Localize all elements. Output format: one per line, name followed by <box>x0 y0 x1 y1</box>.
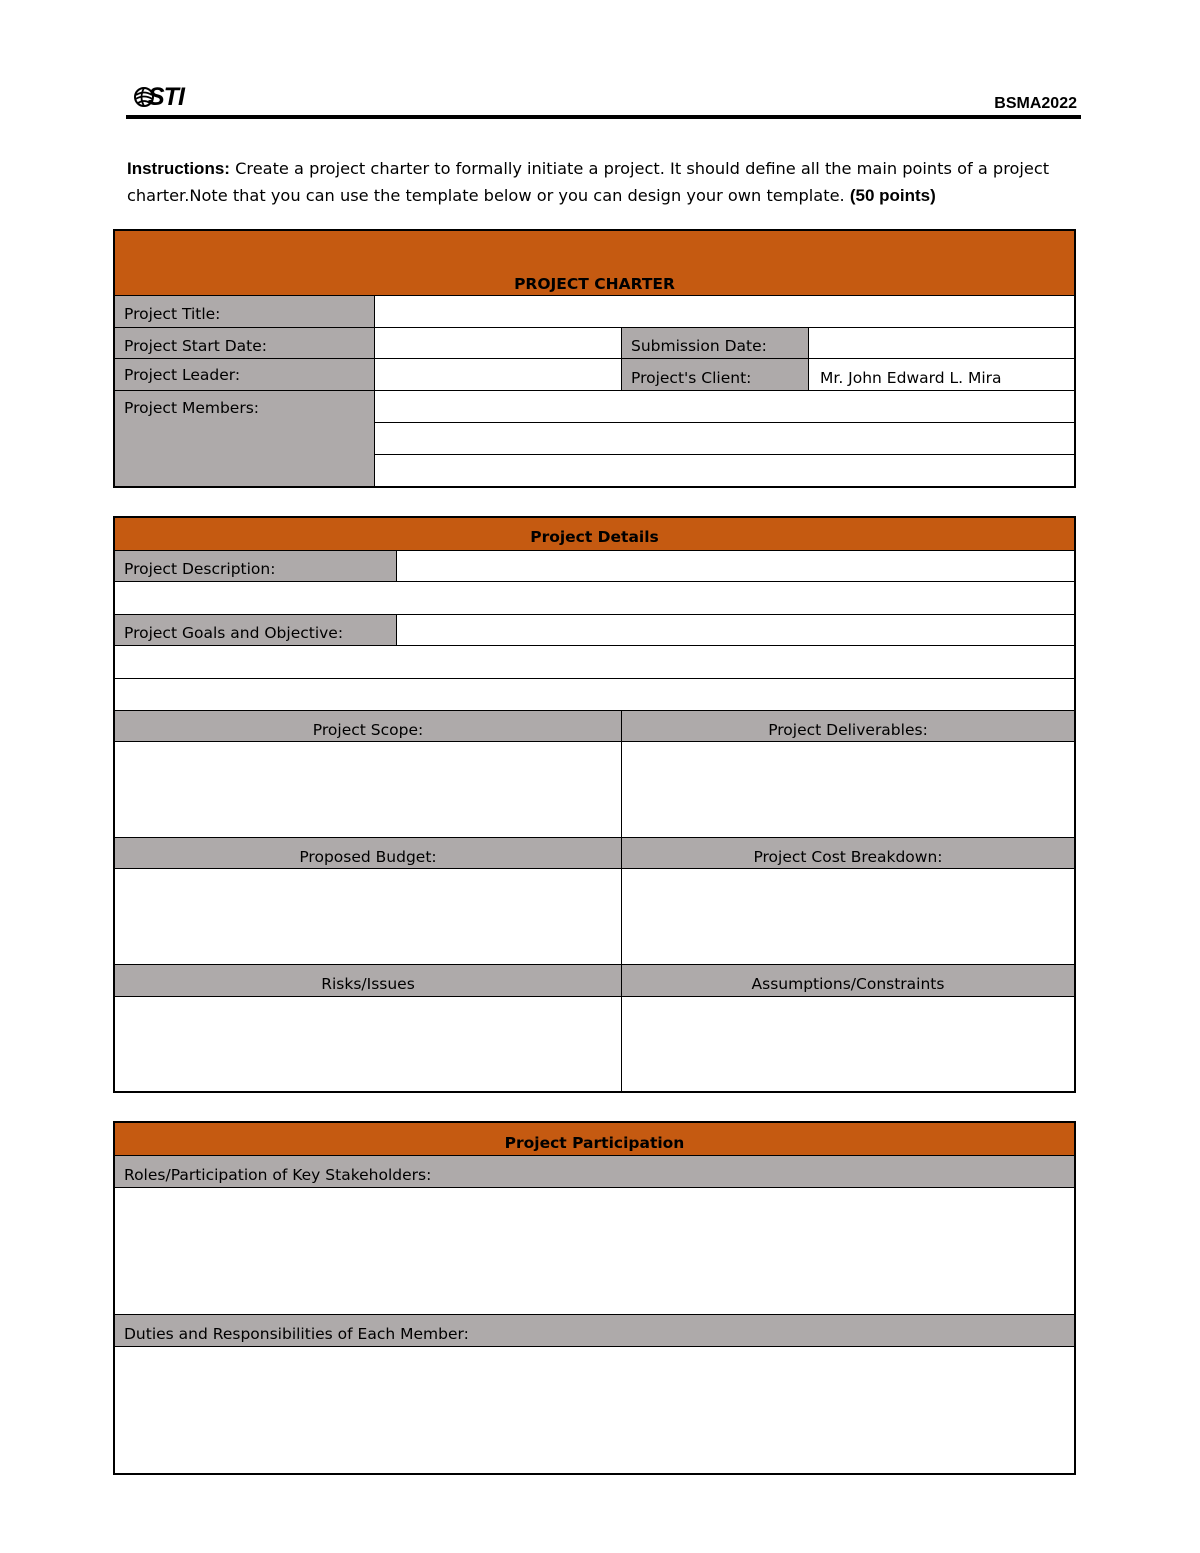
project-scope-field[interactable] <box>114 741 622 838</box>
points-label: (50 points) <box>849 186 936 205</box>
project-start-date-label: Project Start Date: <box>114 327 375 359</box>
project-member-field-1[interactable] <box>374 390 1075 423</box>
assumptions-constraints-label: Assumptions/Constraints <box>621 964 1075 997</box>
submission-date-field[interactable] <box>808 327 1075 359</box>
project-member-field-3[interactable] <box>374 454 1075 487</box>
course-code: BSMA2022 <box>994 95 1077 112</box>
assumptions-constraints-field[interactable] <box>621 996 1075 1092</box>
risks-issues-label: Risks/Issues <box>114 964 622 997</box>
project-title-field[interactable] <box>374 295 1075 328</box>
stakeholder-roles-label: Roles/Participation of Key Stakeholders: <box>114 1155 1075 1188</box>
project-goals-label: Project Goals and Objective: <box>114 614 397 646</box>
project-participation-title: Project Participation <box>114 1122 1075 1156</box>
project-details-title: Project Details <box>114 517 1075 551</box>
project-scope-label: Project Scope: <box>114 710 622 742</box>
risks-issues-field[interactable] <box>114 996 622 1092</box>
sti-logo <box>133 85 193 111</box>
project-members-label: Project Members: <box>114 390 375 487</box>
project-leader-label: Project Leader: <box>114 358 375 391</box>
instructions-paragraph <box>127 155 1085 209</box>
project-description-field-2[interactable] <box>114 581 1075 615</box>
project-description-field[interactable] <box>396 550 1075 582</box>
instructions-label: Instructions: <box>127 159 230 178</box>
project-goals-field-2[interactable] <box>114 645 1075 679</box>
project-goals-field[interactable] <box>396 614 1075 646</box>
member-duties-label: Duties and Responsibilities of Each Member: <box>114 1314 1075 1347</box>
project-goals-field-3[interactable] <box>114 678 1075 711</box>
project-deliverables-field[interactable] <box>621 741 1075 838</box>
project-leader-field[interactable] <box>374 358 622 391</box>
project-cost-breakdown-label: Project Cost Breakdown: <box>621 837 1075 869</box>
project-charter-title <box>114 230 1075 296</box>
logo-text: STI <box>148 83 184 111</box>
project-client-field[interactable]: Mr. John Edward L. Mira <box>808 358 1075 391</box>
header-rule <box>126 115 1081 119</box>
proposed-budget-field[interactable] <box>114 868 622 965</box>
stakeholder-roles-field[interactable] <box>114 1187 1075 1315</box>
member-duties-field[interactable] <box>114 1346 1075 1474</box>
project-client-label: Project's Client: <box>621 358 809 391</box>
instructions-text: Create a project charter to formally initiate a project. It should define all the main points of a project charter.Note that you can use the template below or you can design your own template. <box>127 159 1050 205</box>
project-start-date-field[interactable] <box>374 327 622 359</box>
project-cost-breakdown-field[interactable] <box>621 868 1075 965</box>
project-description-label: Project Description: <box>114 550 397 582</box>
proposed-budget-label: Proposed Budget: <box>114 837 622 869</box>
project-deliverables-label: Project Deliverables: <box>621 710 1075 742</box>
project-member-field-2[interactable] <box>374 422 1075 455</box>
submission-date-label: Submission Date: <box>621 327 809 359</box>
project-title-label: Project Title: <box>114 295 375 328</box>
project-charter-title-text: PROJECT CHARTER <box>514 275 675 293</box>
